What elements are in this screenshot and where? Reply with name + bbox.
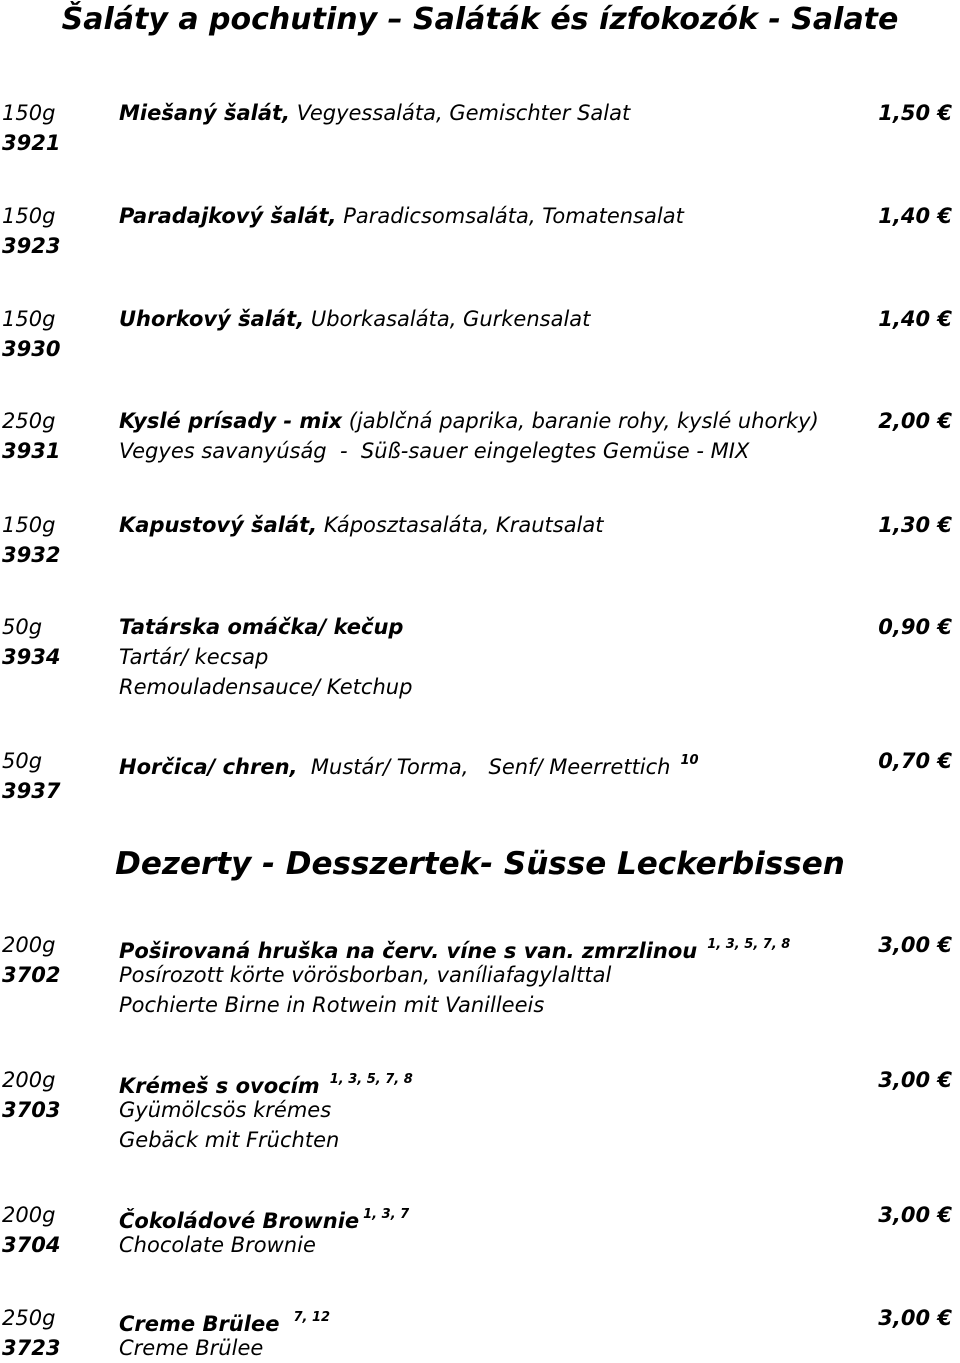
item-price: 3,00 € [878, 933, 952, 957]
item-weight: 200g [2, 1203, 56, 1227]
item-code: 3703 [2, 1098, 61, 1122]
item-name [119, 201, 684, 231]
item-name [119, 746, 699, 782]
item-name [119, 406, 819, 436]
item-description: Gyümölcsös krémes [119, 1098, 332, 1122]
item-price: 2,00 € [878, 409, 952, 433]
item-name [119, 612, 403, 642]
item-price: 3,00 € [878, 1068, 952, 1092]
item-name-translation: Vegyessaláta, Gemischter Salat [296, 101, 631, 125]
item-price: 1,30 € [878, 513, 952, 537]
item-allergens: 10 [680, 753, 699, 768]
section-title-salads: Šaláty a pochutiny – Saláták és ízfokozók - Salate [61, 2, 899, 37]
item-price: 1,50 € [878, 101, 952, 125]
item-price: 3,00 € [878, 1203, 952, 1227]
item-weight: 50g [2, 749, 43, 773]
item-weight: 250g [2, 1306, 56, 1330]
menu-item [0, 1200, 960, 1300]
item-weight: 250g [2, 409, 56, 433]
item-weight: 200g [2, 933, 56, 957]
item-allergens: 7, 12 [293, 1310, 331, 1325]
item-name-bold: Miešaný šalát, [119, 101, 291, 125]
item-description: Tartár/ kecsap [119, 645, 269, 669]
item-name-bold: Kyslé prísady - mix [119, 409, 343, 433]
item-description-secondary: Remouladensauce/ Ketchup [119, 675, 413, 699]
item-code: 3932 [2, 543, 61, 567]
item-weight: 150g [2, 513, 56, 537]
item-description: Posírozott körte vörösborban, vaníliafagylalttal [119, 963, 612, 987]
item-weight: 150g [2, 204, 56, 228]
menu-item [0, 746, 960, 846]
item-name-translation: Uborkasaláta, Gurkensalat [310, 307, 591, 331]
item-allergens: 1, 3, 5, 7, 8 [707, 937, 791, 952]
item-weight: 150g [2, 307, 56, 331]
item-description: Creme Brülee [119, 1336, 264, 1360]
item-code: 3934 [2, 645, 61, 669]
menu-item [0, 304, 960, 404]
item-code: 3702 [2, 963, 61, 987]
menu-item [0, 1065, 960, 1165]
item-allergens: 1, 3, 7 [363, 1207, 410, 1222]
item-name-bold: Horčica/ chren, [119, 755, 298, 779]
item-allergens: 1, 3, 5, 7, 8 [329, 1072, 413, 1087]
item-code: 3923 [2, 234, 61, 258]
item-name-bold: Tatárska omáčka/ kečup [119, 615, 404, 639]
item-weight: 200g [2, 1068, 56, 1092]
item-weight: 50g [2, 615, 43, 639]
item-code: 3930 [2, 337, 61, 361]
item-code: 3921 [2, 131, 61, 155]
section-title-desserts: Dezerty - Desszertek- Süsse Leckerbissen [115, 846, 845, 882]
item-name-bold: Paradajkový šalát, [119, 204, 337, 228]
item-name-bold: Kapustový šalát, [119, 513, 318, 537]
item-name-translation: Paradicsomsaláta, Tomatensalat [343, 204, 684, 228]
item-name-translation: (jablčná paprika, baranie rohy, kyslé uhorky) [348, 409, 819, 433]
item-name-bold: Creme Brülee [119, 1312, 280, 1336]
item-name-translation: Mustár/ Torma, Senf/ Meerrettich [310, 755, 671, 779]
menu-item [0, 1303, 960, 1359]
item-code: 3704 [2, 1233, 61, 1257]
item-code: 3723 [2, 1336, 61, 1360]
item-name [119, 304, 590, 334]
item-description: Chocolate Brownie [119, 1233, 316, 1257]
item-description-secondary: Gebäck mit Früchten [119, 1128, 340, 1152]
menu-item [0, 612, 960, 712]
menu-item [0, 510, 960, 610]
menu-item [0, 201, 960, 301]
item-description-secondary: Pochierte Birne in Rotwein mit Vanilleeis [119, 993, 545, 1017]
item-name-bold: Uhorkový šalát, [119, 307, 305, 331]
item-name-bold: Čokoládové Brownie [119, 1209, 360, 1233]
item-price: 1,40 € [878, 204, 952, 228]
item-price: 0,90 € [878, 615, 952, 639]
item-name-translation: Káposztasaláta, Krautsalat [323, 513, 604, 537]
item-code: 3937 [2, 779, 61, 803]
item-name [119, 510, 604, 540]
menu-item [0, 98, 960, 198]
item-code: 3931 [2, 439, 61, 463]
menu-item [0, 406, 960, 506]
item-description: Vegyes savanyúság - Süß-sauer eingelegtes Gemüse - MIX [119, 439, 750, 463]
menu-item [0, 930, 960, 1030]
item-price: 0,70 € [878, 749, 952, 773]
item-price: 3,00 € [878, 1306, 952, 1330]
item-price: 1,40 € [878, 307, 952, 331]
item-name-bold: Krémeš s ovocím [119, 1074, 320, 1098]
item-name [119, 98, 630, 128]
item-name-bold: Poširovaná hruška na červ. víne s van. zmrzlinou [119, 939, 698, 963]
item-weight: 150g [2, 101, 56, 125]
